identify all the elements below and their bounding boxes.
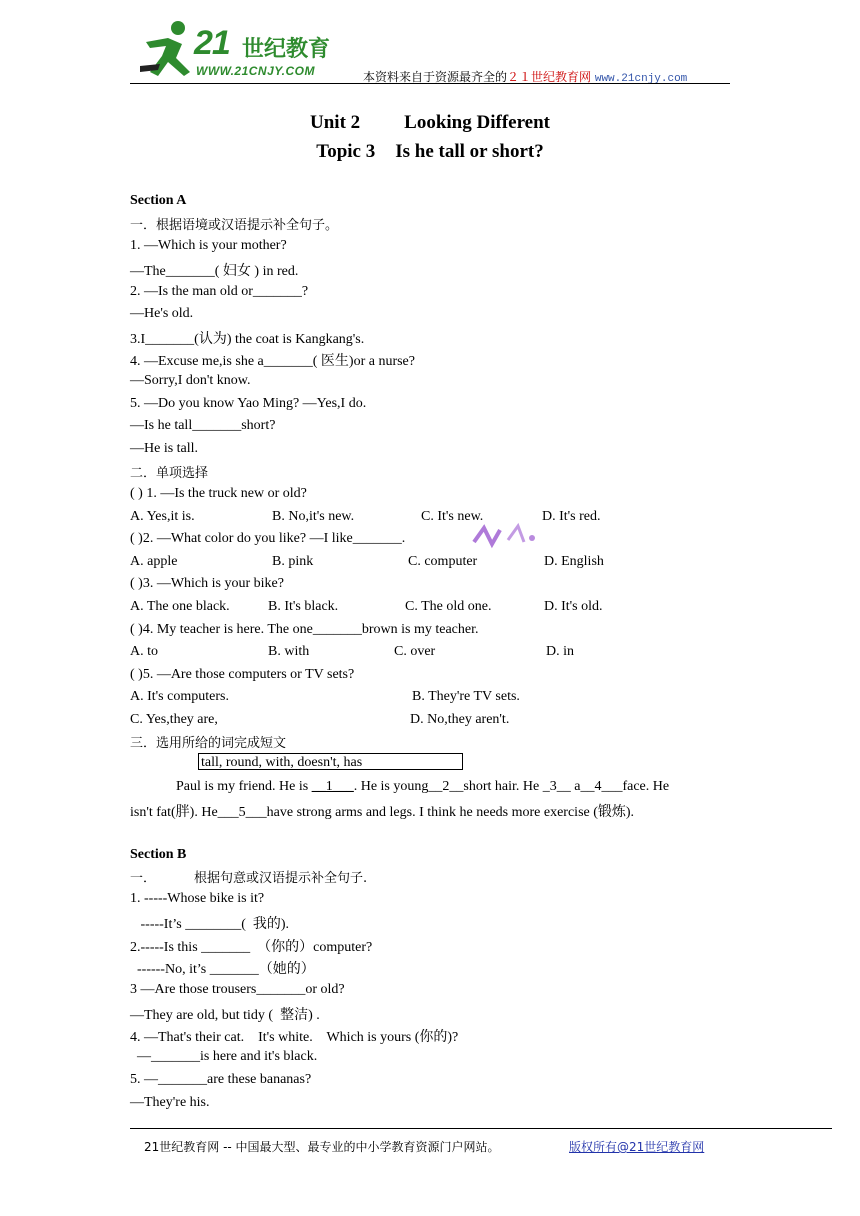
passage-line-1 <box>176 779 669 795</box>
question-line: 3.I_______(认为) the coat is Kangkang's. <box>130 332 365 347</box>
unit-title <box>0 112 860 134</box>
mc-option: B. No,it's new. <box>272 509 355 524</box>
mc-option: A. Yes,it is. <box>130 509 195 524</box>
passage-text: isn't fat(胖). He <box>130 805 218 820</box>
mc-question: ( )5. —Are those computers or TV sets? <box>130 667 355 682</box>
mc-option: D. It's old. <box>544 599 603 614</box>
section-a-part1-title: 一．根据语境或汉语提示补全句子。 <box>130 218 339 233</box>
question-line: 5. —_______are these bananas? <box>130 1072 312 1087</box>
site-logo <box>138 18 338 84</box>
mc-option: B. with <box>268 644 310 659</box>
logo-text: 世纪教育 <box>242 37 331 62</box>
header-site-url[interactable]: www.21cnjy.com <box>594 73 688 85</box>
passage-text: short hair. He <box>463 779 543 794</box>
section-a-part2-title: 二．单项选择 <box>130 466 209 481</box>
question-line: 4. —Excuse me,is she a_______( 医生)or a nurse? <box>130 354 415 369</box>
passage-text: a <box>570 779 581 794</box>
header-note-prefix: 本资料来自于资源最齐全的 <box>363 70 508 84</box>
passage-text: . He is young <box>353 779 429 794</box>
mc-question: ( ) 1. —Is the truck new or old? <box>130 486 307 501</box>
section-a-part3-title: 三．选用所给的词完成短文 <box>130 736 287 751</box>
passage-text: Paul is my friend. He is <box>176 779 312 794</box>
question-line: 3 —Are those trousers_______or old? <box>130 982 345 997</box>
question-line: -----It’s ________( 我的). <box>130 917 290 932</box>
section-a-heading: Section A <box>130 193 187 208</box>
question-line: 5. —Do you know Yao Ming? —Yes,I do. <box>130 396 367 411</box>
question-line: —Is he tall_______short? <box>130 418 276 433</box>
topic-title <box>0 141 860 163</box>
question-line: 2.-----Is this _______ （你的）computer? <box>130 940 373 955</box>
question-line: 1. —Which is your mother? <box>130 238 287 253</box>
question-line: 1. -----Whose bike is it? <box>130 891 265 906</box>
question-line: —He's old. <box>130 306 194 321</box>
footer-text: 21世纪教育网 -- 中国最大型、最专业的中小学教育资源门户网站。 <box>144 1140 500 1154</box>
header-rule <box>130 83 730 84</box>
passage-blank-2: __2__ <box>428 779 464 794</box>
mc-option: C. It's new. <box>421 509 484 524</box>
question-line: —He is tall. <box>130 441 199 456</box>
question-line: 4. —That's their cat. It's white. Which is yours (你的)? <box>130 1030 459 1045</box>
mc-option: C. Yes,they are, <box>130 712 218 727</box>
mc-option: B. They're TV sets. <box>412 689 520 704</box>
passage-text: have strong arms and legs. I think he needs more exercise (锻炼). <box>266 805 635 820</box>
question-line: ------No, it’s _______（她的） <box>130 962 315 977</box>
question-line: —Sorry,I don't know. <box>130 373 251 388</box>
word-box: tall, round, with, doesn't, has <box>198 753 463 770</box>
footer-rule <box>130 1128 832 1129</box>
section-b-heading: Section B <box>130 847 187 862</box>
mc-question: ( )2. —What color do you like? —I like_______. <box>130 531 406 546</box>
question-line: —_______is here and it's black. <box>130 1049 318 1064</box>
mc-question: ( )4. My teacher is here. The one_______brown is my teacher. <box>130 622 479 637</box>
mc-option: D. in <box>546 644 574 659</box>
mc-option: D. English <box>544 554 604 569</box>
topic-name: Is he tall or short? <box>395 141 544 162</box>
mc-option: B. It's black. <box>268 599 339 614</box>
header-site-name[interactable]: ２１世纪教育网 <box>507 70 592 84</box>
question-line: —The_______( 妇女 ) in red. <box>130 264 299 279</box>
topic-label: Topic 3 <box>316 141 376 162</box>
mc-option: C. over <box>394 644 436 659</box>
unit-label: Unit 2 <box>310 112 361 133</box>
passage-line-2 <box>130 801 634 821</box>
section-b-part1-title <box>130 867 367 886</box>
mc-option: B. pink <box>272 554 314 569</box>
mc-option: A. The one black. <box>130 599 230 614</box>
mc-question: ( )3. —Which is your bike? <box>130 576 284 591</box>
question-line: —They're his. <box>130 1095 210 1110</box>
logo-url: WWW.21CNJY.COM <box>196 64 316 78</box>
passage-blank-4: __4___ <box>580 779 623 794</box>
passage-blank-1: __1___ <box>311 779 354 794</box>
mc-option: A. to <box>130 644 158 659</box>
unit-name: Looking Different <box>404 112 550 133</box>
runner-icon <box>138 18 198 80</box>
mc-option: A. It's computers. <box>130 689 229 704</box>
passage-blank-5: ___5___ <box>217 805 267 820</box>
part-number: 一． <box>130 871 157 886</box>
mc-option: D. No,they aren't. <box>410 712 510 727</box>
part-title-text: 根据句意或汉语提示补全句子. <box>194 871 368 886</box>
question-line: 2. —Is the man old or_______? <box>130 284 309 299</box>
passage-blank-3: _3__ <box>542 779 571 794</box>
watermark-icon <box>470 520 540 550</box>
footer-copyright-link[interactable]: 版权所有@21世纪教育网 <box>569 1140 705 1154</box>
mc-option: D. It's red. <box>542 509 601 524</box>
mc-option: C. computer <box>408 554 478 569</box>
logo-number: 21 <box>194 24 230 62</box>
question-line: —They are old, but tidy ( 整洁) . <box>130 1008 320 1023</box>
mc-option: C. The old one. <box>405 599 492 614</box>
passage-text: face. He <box>622 779 670 794</box>
mc-option: A. apple <box>130 554 178 569</box>
